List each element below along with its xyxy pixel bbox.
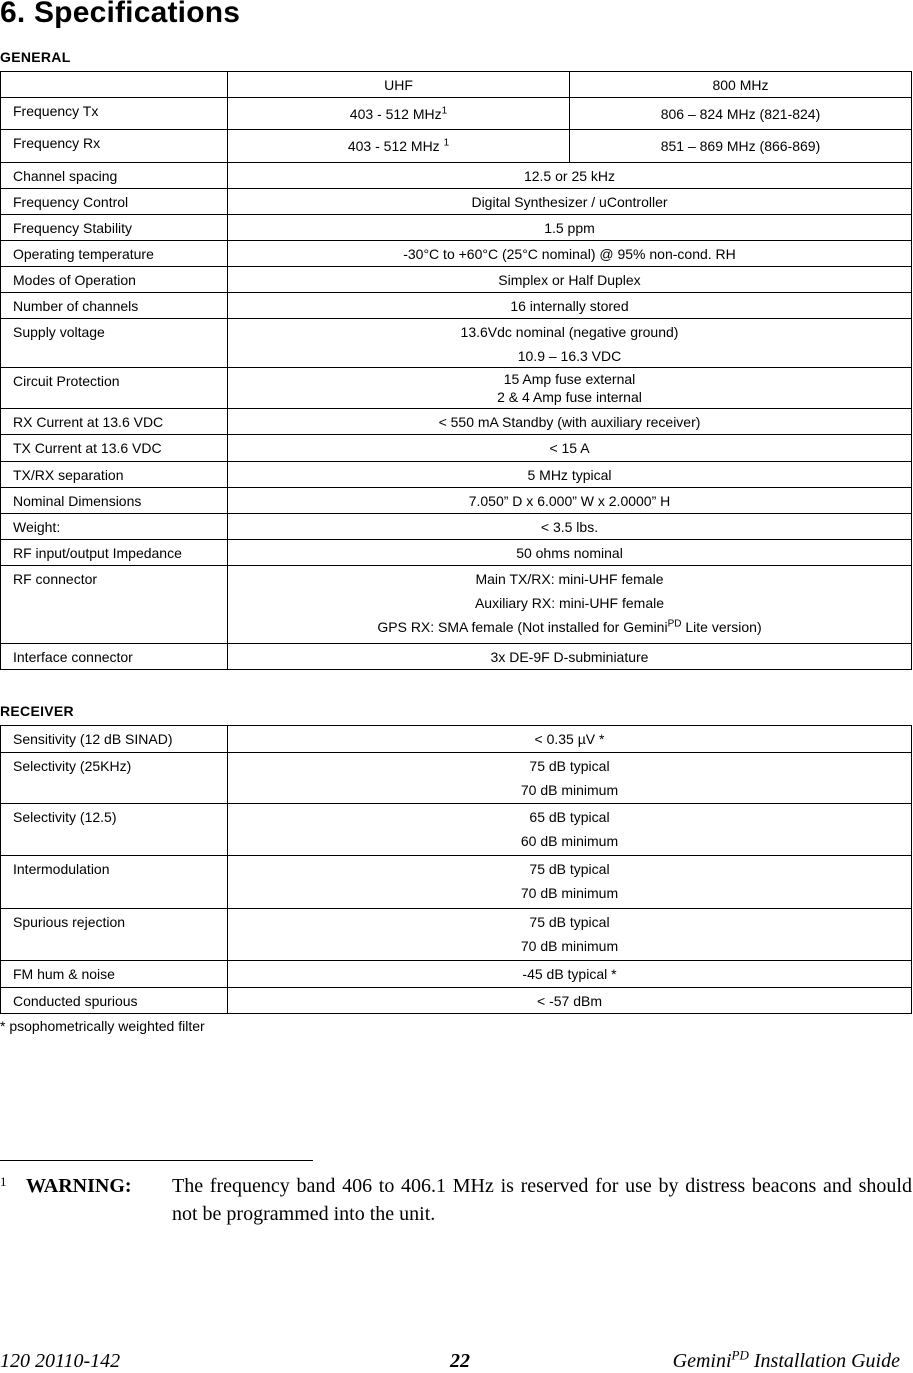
table-row (1, 163, 912, 189)
row-value: 12.5 or 25 kHz (228, 163, 912, 189)
table-row (1, 856, 912, 909)
row-value: Main TX/RX: mini-UHF female Auxiliary RX: mini-UHF female GPS RX: SMA female (Not installed for Gemini$^{PD}$ Lite version) (228, 566, 912, 644)
row-label: TX Current at 13.6 VDC (1, 435, 228, 462)
row-label: Selectivity (12.5) (1, 804, 228, 856)
row-label: Frequency Control (1, 189, 228, 215)
table-row (1, 98, 912, 130)
table-row (1, 540, 912, 566)
row-label: RF input/output Impedance (1, 540, 228, 566)
footnote-divider (0, 1160, 313, 1161)
table-row (1, 319, 912, 368)
row-value: < 3.5 lbs. (228, 514, 912, 540)
table-row (1, 130, 912, 163)
row-value: 75 dB typical 70 dB minimum (228, 856, 912, 909)
general-heading: GENERAL (0, 49, 71, 65)
row-value: 15 Amp fuse external 2 & 4 Amp fuse internal (228, 368, 912, 409)
page-title: 6. Specifications (0, 0, 241, 29)
table-row (1, 804, 912, 856)
row-value: < 550 mA Standby (with auxiliary receiver) (228, 409, 912, 435)
row-value: -30°C to +60°C (25°C nominal) @ 95% non-cond. RH (228, 241, 912, 267)
row-value: 5 MHz typical (228, 462, 912, 488)
row-value: < -57 dBm (228, 988, 912, 1014)
row-value-800mhz: 851 – 869 MHz (866-869) (570, 130, 912, 163)
row-value: 50 ohms nominal (228, 540, 912, 566)
row-label: Modes of Operation (1, 267, 228, 293)
row-label: Circuit Protection (1, 368, 228, 409)
guide-title: Gemini$^{PD}$ Installation Guide (672, 1347, 900, 1372)
row-value: Digital Synthesizer / uController (228, 189, 912, 215)
row-value: 75 dB typical 70 dB minimum (228, 909, 912, 961)
row-label: Spurious rejection (1, 909, 228, 961)
row-value: 13.6Vdc nominal (negative ground) 10.9 – 16.3 VDC (228, 319, 912, 368)
table-row (1, 909, 912, 961)
row-label: Interface connector (1, 644, 228, 670)
weighting-note: * psophometrically weighted filter (0, 1018, 205, 1034)
receiver-spec-table (0, 725, 912, 1014)
row-value: Simplex or Half Duplex (228, 267, 912, 293)
row-label: TX/RX separation (1, 462, 228, 488)
table-row (1, 435, 912, 462)
row-value: 3x DE-9F D-subminiature (228, 644, 912, 670)
row-label: RX Current at 13.6 VDC (1, 409, 228, 435)
row-value-uhf: 403 - 512 MHz$^1$ (228, 98, 570, 130)
empty-header-cell (1, 72, 228, 98)
table-row (1, 566, 912, 644)
table-row (1, 514, 912, 540)
table-row (1, 644, 912, 670)
row-value-uhf: 403 - 512 MHz $^1$ (228, 130, 570, 163)
row-value: 16 internally stored (228, 293, 912, 319)
row-label: Intermodulation (1, 856, 228, 909)
general-spec-table (0, 71, 912, 670)
row-label: FM hum & noise (1, 961, 228, 988)
row-label: Operating temperature (1, 241, 228, 267)
row-label: Selectivity (25KHz) (1, 753, 228, 804)
footnote-marker: 1 (0, 1174, 7, 1189)
row-label: Weight: (1, 514, 228, 540)
table-row (1, 267, 912, 293)
table-row (1, 988, 912, 1014)
table-row (1, 961, 912, 988)
table-row (1, 293, 912, 319)
row-label: Sensitivity (12 dB SINAD) (1, 726, 228, 753)
row-label: Supply voltage (1, 319, 228, 368)
column-header-800mhz: 800 MHz (570, 72, 912, 98)
table-header-row (1, 72, 912, 98)
row-label: Conducted spurious (1, 988, 228, 1014)
table-row (1, 409, 912, 435)
table-row (1, 488, 912, 514)
row-label: RF connector (1, 566, 228, 644)
row-label: Nominal Dimensions (1, 488, 228, 514)
receiver-heading: RECEIVER (0, 703, 74, 719)
table-row (1, 726, 912, 753)
row-value: 65 dB typical 60 dB minimum (228, 804, 912, 856)
table-row (1, 753, 912, 804)
row-label: Channel spacing (1, 163, 228, 189)
doc-number: 120 20110-142 (0, 1350, 121, 1372)
table-row (1, 462, 912, 488)
row-value: 75 dB typical 70 dB minimum (228, 753, 912, 804)
row-value: 1.5 ppm (228, 215, 912, 241)
row-value: < 0.35 µV * (228, 726, 912, 753)
page-number: 22 (450, 1350, 470, 1372)
footnote-label: WARNING: (26, 1175, 132, 1197)
row-value-800mhz: 806 – 824 MHz (821-824) (570, 98, 912, 130)
row-value: < 15 A (228, 435, 912, 462)
column-header-uhf: UHF (228, 72, 570, 98)
row-label: Frequency Tx (1, 98, 228, 130)
row-label: Frequency Stability (1, 215, 228, 241)
table-row (1, 215, 912, 241)
table-row (1, 241, 912, 267)
row-value: 7.050” D x 6.000” W x 2.0000” H (228, 488, 912, 514)
row-label: Frequency Rx (1, 130, 228, 163)
footnote-text: The frequency band 406 to 406.1 MHz is reserved for use by distress beacons and should not be programmed into the unit. (172, 1175, 912, 1225)
table-row (1, 189, 912, 215)
row-label: Number of channels (1, 293, 228, 319)
table-row (1, 368, 912, 409)
row-value: -45 dB typical * (228, 961, 912, 988)
